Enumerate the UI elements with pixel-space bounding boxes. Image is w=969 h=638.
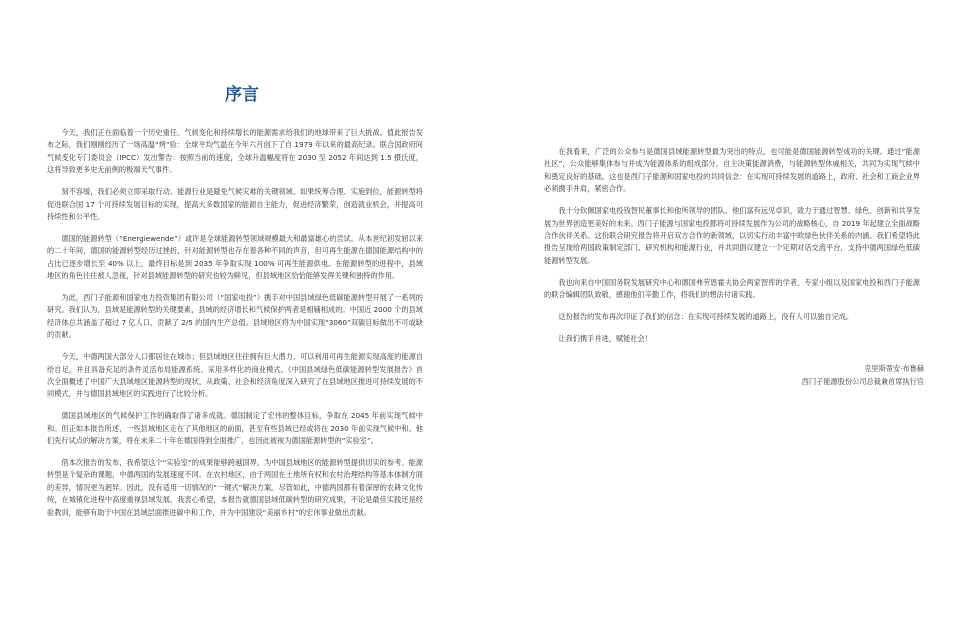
page-title: 序言	[225, 85, 259, 105]
paragraph: 为此，西门子能源和国家电力投资集团有限公司（“国家电投”）携手对中国县域绿色低碳能源转型开展了一系列的研究。我们认为，县域是能源转型的关键要素，县域的经济增长和气候保护两者是相辅相成的。中国近 2000 个的县域经济体总共涵盖了超过 7 亿人口，贡献了 2/5 的国内生产总值。县域地区将为中国实现“3060”双碳目标做出不可或缺的贡献。	[47, 292, 423, 340]
paragraph: 我也向来自中国国务院发展研究中心和德国弗劳恩霍夫协会两家智库的学者、专家小组以及国家电投和西门子能源的联合编辑团队致敬，感谢他们辛勤工作，将我们的想法付诸实践。	[544, 277, 920, 300]
paragraph: 借本次报告的发布，我希望这个“实验室”的成果能够跨越国界，为中国县域地区的能源转型提供切实的参考。能源转型是个复杂的课题，中德两国的发展速度不同。在农村地区，由于两国在土地所有权和农村治理结构等基本体制方面的差异，情况更为迥异。因此，没有适用一切情况的“一键式”解决方案。尽管如此，中德两国都有着深厚的农耕文化传统，在城镇化进程中高度重视县域发展。我衷心希望，本报告就德国县域低碳转型的研究成果，不论是最佳实践还是经验教训，能够有助于中国在县域层面推进碳中和工作，并为中国建设“美丽乡村”的宏伟事业做出贡献。	[47, 457, 423, 517]
signature-name: 克里斯蒂安·布鲁赫	[864, 364, 924, 373]
paragraph: 今天，中德两国大部分人口都居住在城市；但县域地区往往拥有巨大潜力，可以利用可再生能源实现高度的能源自给自足，并且具备充足的条件灵活布局能源系统、采用多样化的商业模式。《中国县域绿色低碳能源转型发展报告》首次全面概述了中国广大县域地区能源转型的现状，从政策、社会和经济角度深入研究了在县域地区推进可持续发展的不同模式，并与德国县域地区的实践进行了比较分析。	[47, 352, 423, 399]
paragraph: 今天，我们正在面临着一个历史重任。气候变化和持续增长的能源需求给我们的地球带来了巨大挑战。值此报告发布之际，我们刚刚经历了一场高温“烤”验：全球平均气温在今年六月创下了自 1979 年以来的最高纪录。联合国政府间气候变化专门委员会（IPCC）发出警告：按照当前的速度，全球升温幅度将在 2030 至 2052 年间达到 1.5 摄氏度，这将导致更多史无前例的极端天气事件。	[47, 128, 423, 175]
paragraph: 让我们携手并进，赋能社会！	[558, 333, 652, 343]
paragraph: 我十分钦佩国家电投钱智民董事长和他所领导的团队。他们富有远见卓识，致力于通过智慧、绿色、创新和共享发展为世界创造更美好的未来。西门子能源与国家电投都将可持续发展作为公司的战略核心，自 2019 年起建立全面战略合作伙伴关系。这份联合研究报告将开启双方合作的新领域，以切实行动丰富中欧绿色伙伴关系的内涵。我们希望将此报告呈现给两国政策制定部门、研究机构和能源行业，并共同倡议建立一个定期对话交流平台，支持中德两国绿色低碳能源转型发展。	[544, 206, 920, 265]
signature-block	[544, 362, 924, 388]
paragraph: 德国的能源转型（“Energiewende”）或许是全球能源转型领域规模最大和最富雄心的尝试。从本世纪初发轫以来的二十年间，德国的能源转型经历过挫折，针对能源转型也存在着各种不同的声音，但可再生能源在德国能源结构中的占比已逐步增长至 40% 以上，最终目标是到 2035 年争取实现 100% 可再生能源供电。在能源转型的进程中，县域地区的角色往往被人忽视，针对县域能源转型的研究也较为鲜见，但县域地区恰恰能够发挥关键和独特的作用。	[47, 233, 423, 281]
paragraph: 这份报告的发布再次印证了我们的信念：在实现可持续发展的道路上，没有人可以独自完成。	[558, 311, 854, 321]
paragraph: 刻不容缓，我们必须立即采取行动。能源行业是避免气候灾难的关键领域。如果统筹合理、实施到位，能源转型将促进联合国 17 个可持续发展目标的实现，提高大多数国家的能源自主能力，促进经济繁荣，创造就业机会，并提高可持续性和公平性。	[47, 187, 423, 221]
right-column	[544, 146, 920, 355]
signature-position: 西门子能源股份公司总裁兼首席执行官	[801, 377, 924, 386]
left-column	[47, 127, 423, 528]
paragraph: 德国县域地区的气候保护工作的确取得了诸多成就。德国制定了宏伟的整体目标，争取在 2045 年前实现气候中和。但正如本报告所述，一些县域地区走在了其他地区的前面，甚至有些县域已经或将在 2030 年前实现气候中和。他们先行试点的解决方案，将在未来二十年在德国得到全面推广，也因此被视为德国能源转型的“实验室”。	[47, 411, 423, 446]
paragraph: 在我看来，广泛的公众参与是德国县域能源转型最为突出的特点，也可能是德国能源转型成功的关键。通过“能源社区”，公众能够集体参与并成为能源体系的组成部分，自主决策能源消费，与能源转型休戚相关，共同为实现气候中和奠定良好的基础。这也是西门子能源和国家电投的共同信念：在实现可持续发展的道路上，政府、社会和工商企业界必须携手并肩，紧密合作。	[544, 147, 920, 194]
